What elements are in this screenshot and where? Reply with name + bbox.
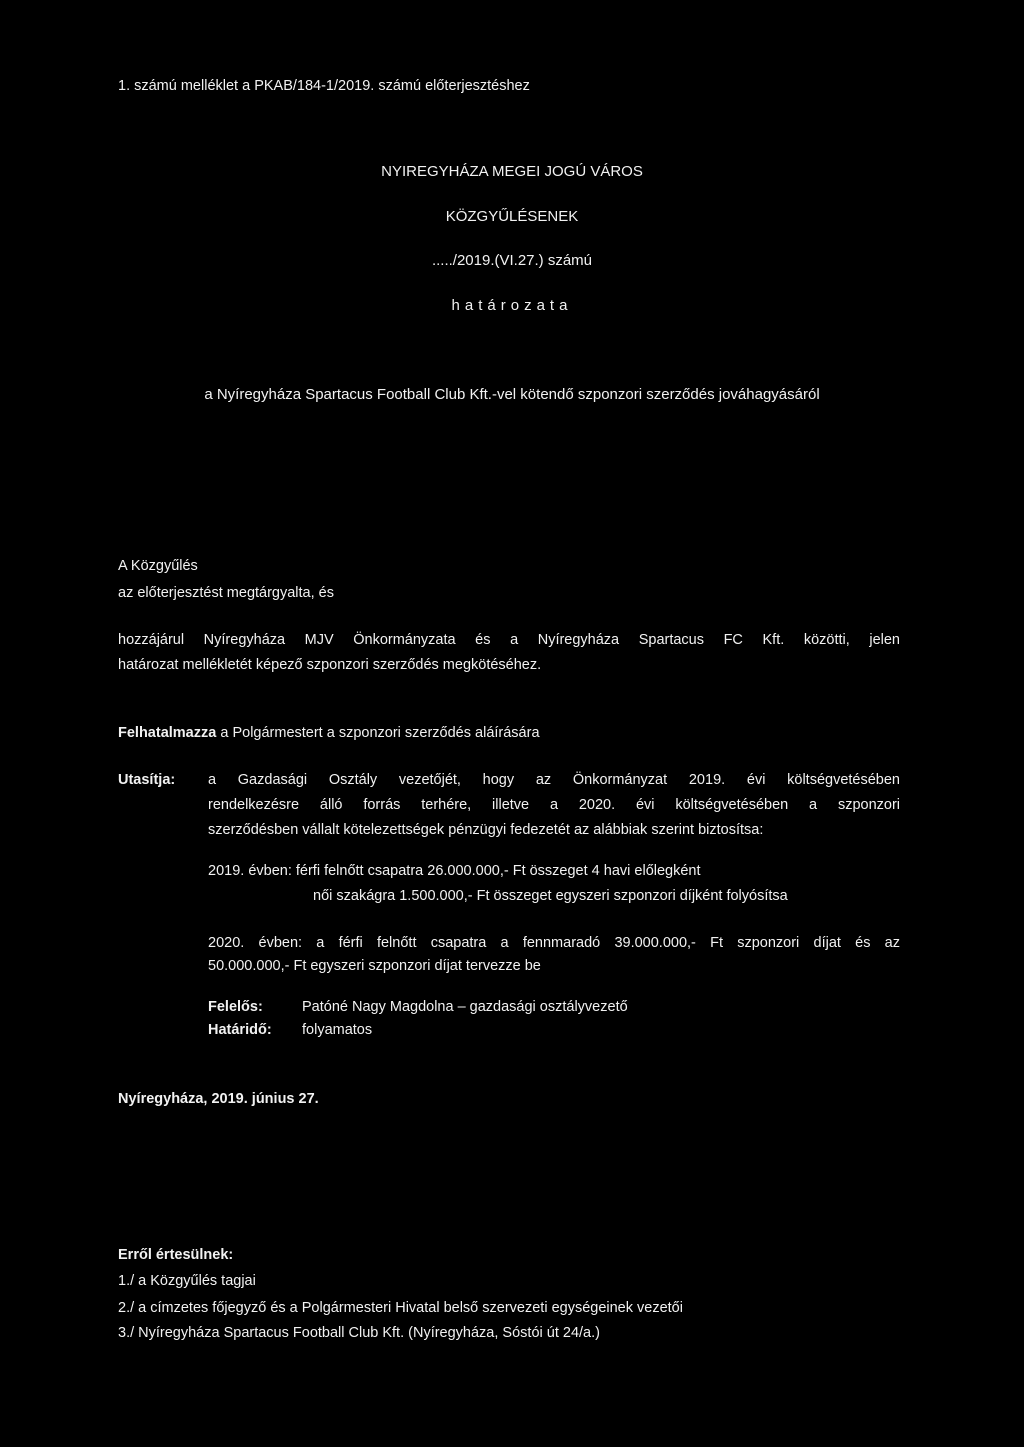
notify-item: 1./ a Közgyűlés tagjai <box>118 1273 256 1289</box>
year-2019-line-1: 2019. évben: férfi felnőtt csapatra 26.000.000,- Ft összeget 4 havi előlegként <box>208 863 701 879</box>
authorize-label: Felhatalmazza <box>118 725 217 741</box>
authorize-paragraph <box>118 724 540 742</box>
notify-item: 3./ Nyíregyháza Spartacus Football Club Kft. (Nyíregyháza, Sóstói út 24/a.) <box>118 1325 600 1341</box>
consent-line-1: hozzájárul Nyíregyháza MJV Önkormányzata és a Nyíregyháza Spartacus FC Kft. közötti, jelen <box>118 632 900 648</box>
instruct-line-2: rendelkezésre álló forrás terhére, illetve a 2020. évi költségvetésében a szponzori <box>208 797 900 813</box>
year-2020-line-2: 50.000.000,- Ft egyszeri szponzori díjat tervezze be <box>208 958 541 974</box>
instruct-line-1: a Gazdasági Osztály vezetőjét, hogy az Önkormányzat 2019. évi költségvetésében <box>208 772 900 788</box>
place-date: Nyíregyháza, 2019. június 27. <box>118 1091 319 1107</box>
instruct-line-3: szerződésben vállalt kötelezettségek pénzügyi fedezetét az alábbiak szerint biztosítsa: <box>208 822 764 838</box>
notify-item: 2./ a címzetes főjegyző és a Polgármesteri Hivatal belső szervezeti egységeinek vezetői <box>118 1300 683 1316</box>
deadline-value: folyamatos <box>302 1022 373 1038</box>
responsible-value: Patóné Nagy Magdolna – gazdasági osztályvezető <box>302 999 628 1015</box>
year-2019-line-2: női szakágra 1.500.000,- Ft összeget egyszeri szponzori díjként folyósítsa <box>313 888 788 904</box>
intro-discussed: az előterjesztést megtárgyalta, és <box>118 585 334 601</box>
responsible-label: Felelős: <box>208 999 263 1015</box>
notify-title: Erről értesülnek: <box>118 1247 234 1263</box>
resolution-subject: a Nyíregyháza Spartacus Football Club Kft.-vel kötendő szponzori szerződés jováhagyásáról <box>204 386 820 403</box>
instruct-label: Utasítja: <box>118 772 176 788</box>
deadline-label: Határidő: <box>208 1022 272 1038</box>
title-city: NYIREGYHÁZA MEGEI JOGÚ VÁROS <box>381 163 643 180</box>
attachment-note: 1. számú melléklet a PKAB/184-1/2019. számú előterjesztéshez <box>118 78 530 94</box>
title-resolution: határozata <box>451 297 573 314</box>
intro-assembly: A Közgyűlés <box>118 558 198 574</box>
title-number: ...../2019.(VI.27.) számú <box>431 252 593 269</box>
year-2020-line-1: 2020. évben: a férfi felnőtt csapatra a fennmaradó 39.000.000,- Ft szponzori díjat és az <box>208 935 900 951</box>
title-assembly: KÖZGYŰLÉSENEK <box>445 208 579 225</box>
authorize-text: a Polgármestert a szponzori szerződés aláírására <box>220 725 540 741</box>
consent-line-2: határozat mellékletét képező szponzori szerződés megkötéséhez. <box>118 657 542 673</box>
